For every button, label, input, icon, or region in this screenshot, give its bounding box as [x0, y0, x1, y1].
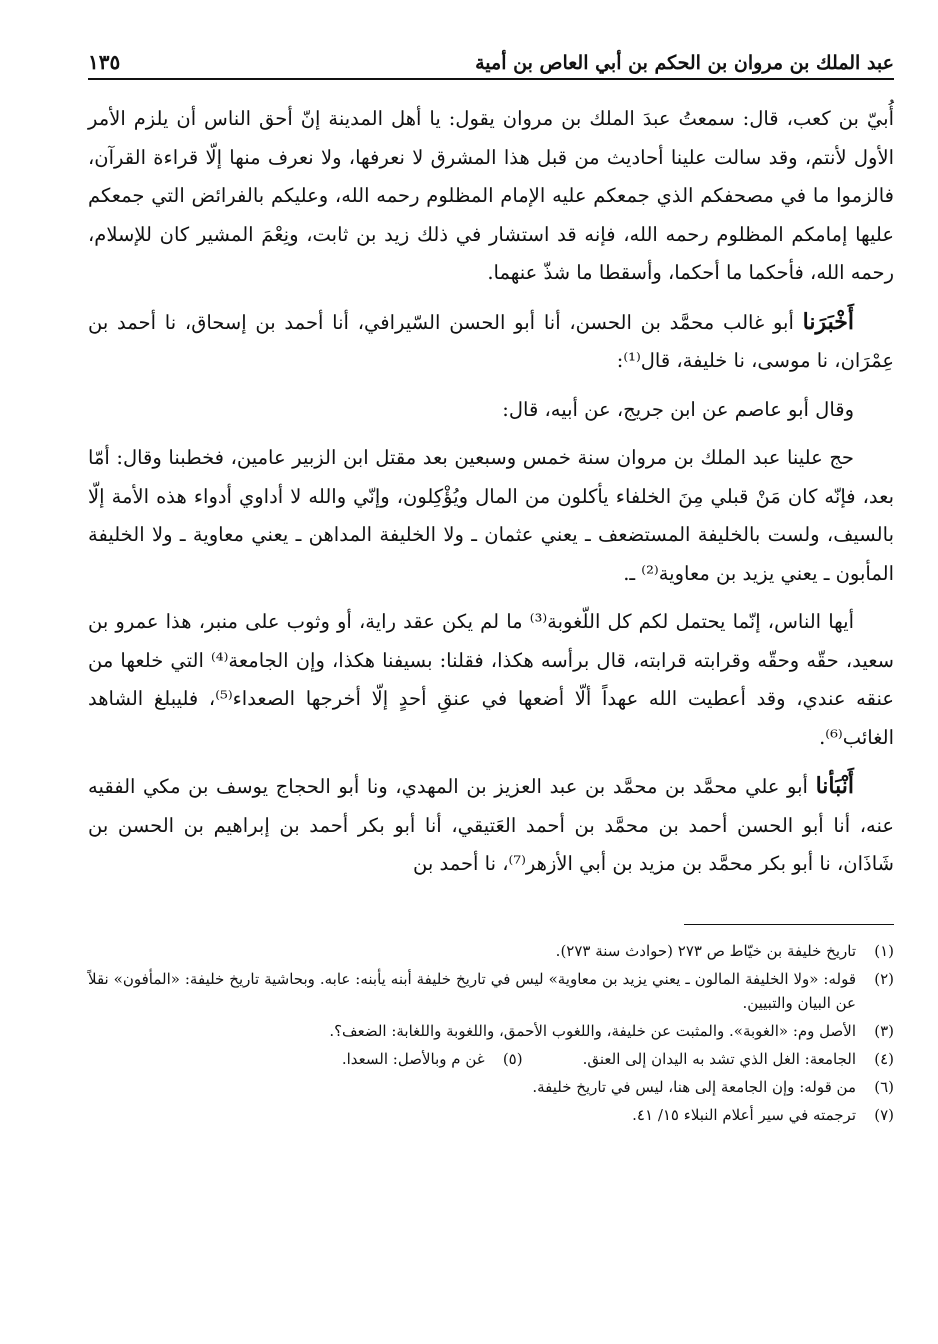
- paragraph-text: وقال أبو عاصم عن ابن جريج، عن أبيه، قال:: [502, 397, 854, 421]
- footnote-text: من قوله: وإن الجامعة إلى هنا، ليس في تاريخ خليفة.: [532, 1077, 856, 1096]
- page-number: ١٣٥: [88, 50, 121, 74]
- footnote-number: (٢): [874, 969, 894, 988]
- footnote-number: (٥): [502, 1049, 523, 1068]
- footnote-text: غن م وبالأصل: السعدا.: [341, 1049, 485, 1068]
- main-text: [88, 100, 894, 884]
- footnote-pair: [88, 1047, 894, 1071]
- footnote-text: تاريخ خليفة بن خيّاط ص ٢٧٣ (حوادث سنة ٢٧٣).: [555, 941, 856, 960]
- book-page: [88, 40, 894, 1310]
- footnote: [88, 1019, 894, 1043]
- paragraph: [88, 391, 894, 430]
- paragraph: [88, 100, 894, 293]
- paragraph-text: أيها الناس، إنّما يحتمل لكم كل اللّغوبة⁽³⁾ ما لم يكن عقد راية، أو وثوب على منبر، هذا عمرو بن سعيد، حقّه وحقّه وقرابته قرابته، قال برأسه هكذا، فقلنا: بسيفنا هكذا، وإن الجامعة⁽⁴⁾ التي خلعها من عنقه عندي، وقد أعطيت الله عهداً ألّا أضعها في عنقِ أحدٍ إلّا أخرجها الصعداء⁽⁵⁾، فليبلغ الشاهد الغائب⁽⁶⁾.: [88, 610, 894, 749]
- footnote-number: (٦): [874, 1077, 894, 1096]
- paragraph-text: أبو علي محمَّد بن محمَّد بن عبد العزيز بن المهدي، ونا أبو الحجاج يوسف بن مكي الفقيه عنه، أنا أبو الحسن أحمد بن محمَّد بن أحمد العَتيقي، أنا أبو بكر أحمد بن إبراهيم بن الحسن بن شَاذَان، نا أبو بكر محمَّد بن مزيد بن أبي الأزهر⁽⁷⁾، نا أحمد بن: [88, 775, 894, 875]
- footnote-number: (٣): [874, 1021, 894, 1040]
- isnad-lead-word: أَخْبَرَنا: [802, 308, 854, 335]
- paragraph: [88, 767, 894, 884]
- footnote-text: ترجمته في سير أعلام النبلاء ١٥/ ٤١.: [632, 1105, 856, 1124]
- footnote-text: الجامعة: الغل الذي تشد به اليدان إلى العنق.: [582, 1049, 856, 1068]
- paragraph-text: أُبيّ بن كعب، قال: سمعتُ عبدَ الملك بن مروان يقول: يا أهل المدينة إنّ أحق الناس أن يلزم الأمر الأول لأنتم، وقد سالت علينا أحاديث من قبل هذا المشرق لا نعرفها، ولا نعرف منها إلّا قراءة القرآن، فالزموا ما في مصحفكم الذي جمعكم عليه الإمام المظلوم رحمه الله، وعليكم بالفرائض التي جمعكم عليها إمامكم المظلوم رحمه الله، فإنه قد استشار في ذلك زيد بن ثابت، ونِعْمَ المشير كان للإسلام، رحمه الله، فأحكما ما أحكما، وأسقطا ما شذّ عنهما.: [88, 107, 894, 284]
- isnad-lead-word: أَنْبَأنا: [815, 773, 854, 799]
- page-header: [88, 40, 894, 80]
- footnote-number: (١): [874, 941, 894, 960]
- footnote-number: (٤): [874, 1049, 894, 1068]
- paragraph: [88, 439, 894, 593]
- footnote: [88, 967, 894, 1015]
- footnotes: [88, 939, 894, 1127]
- footnotes-divider: [684, 924, 894, 925]
- paragraph: [88, 603, 894, 757]
- paragraph-text: أبو غالب محمَّد بن الحسن، أنا أبو الحسن السّيرافي، أنا أحمد بن إسحاق، نا أحمد بن عِمْرَان، نا موسى، نا خليفة، قال⁽¹⁾:: [88, 310, 894, 372]
- footnote-number: (٧): [874, 1105, 894, 1124]
- footnote: [88, 1103, 894, 1127]
- footnote: [88, 939, 894, 963]
- paragraph: [88, 303, 894, 381]
- footnote: [88, 1075, 894, 1099]
- paragraph-text: حج علينا عبد الملك بن مروان سنة خمس وسبعين بعد مقتل ابن الزبير عامين، فخطبنا وقال: أمّا بعد، فإنّه كان مَنْ قبلي مِنَ الخلفاء يأكلون من المال ويُؤْكِلون، وإنّي والله لا أداوي أدواء هذه الأمة إلّا بالسيف، ولست بالخليفة المستضعف ـ يعني عثمان ـ ولا الخليفة المداهن ـ يعني معاوية ـ ولا الخليفة المأبون ـ يعني يزيد بن معاوية⁽²⁾ ـ.: [88, 446, 894, 585]
- running-title: عبد الملك بن مروان بن الحكم بن أبي العاص بن أمية: [475, 52, 894, 74]
- footnote-text: الأصل وم: «الغوبة». والمثبت عن خليفة، واللغوب الأحمق، واللغوبة واللغابة: الضعف؟.: [329, 1021, 856, 1040]
- footnote-text: قوله: «ولا الخليفة المالون ـ يعني يزيد بن معاوية» ليس في تاريخ خليفة أبنه يأبنه: عابه. وبحاشية تاريخ خليفة: «المأفون» نقلاً عن البيان والتبيين.: [88, 969, 856, 1012]
